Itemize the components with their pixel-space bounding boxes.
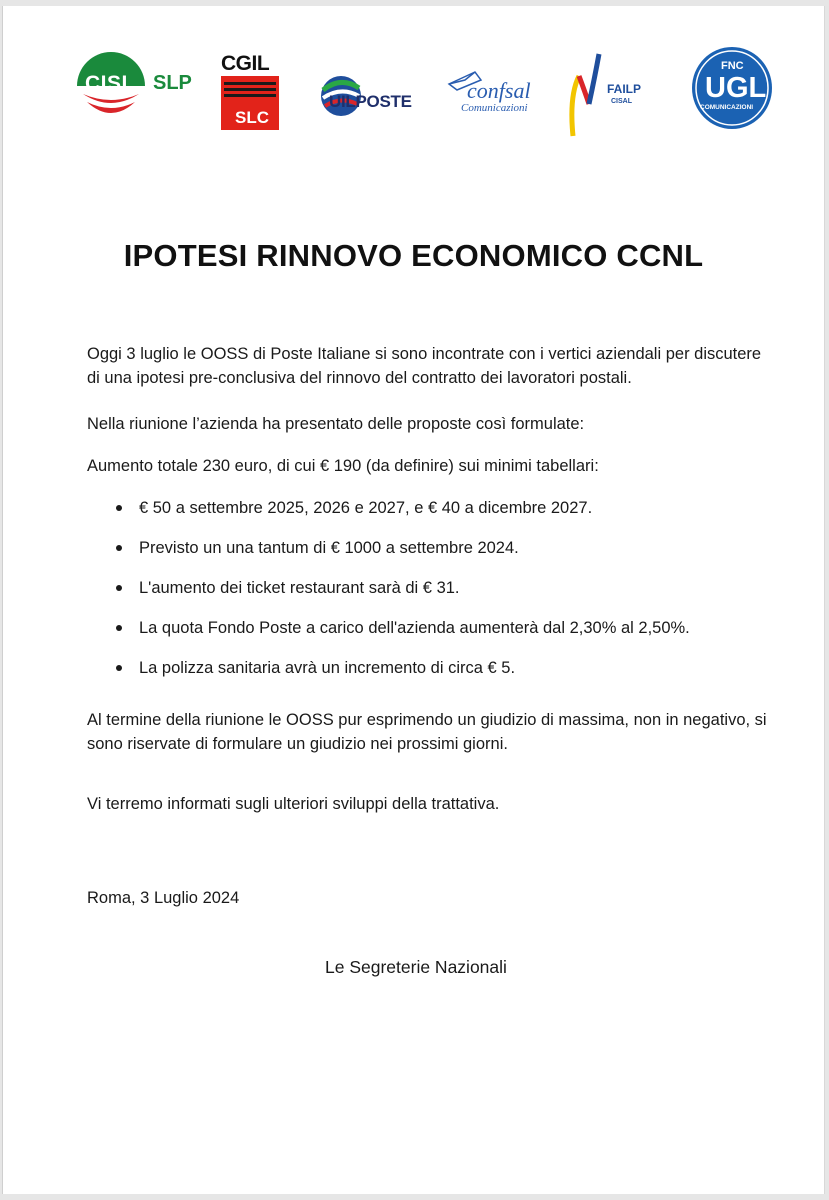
conclusion-paragraph: Al termine della riunione le OOSS pur esprimendo un giudizio di massima, non in negativo, si sono riservate di formulare un giudizio nei prossimi giorni. <box>87 711 767 753</box>
list-item-text: L'aumento dei ticket restaurant sarà di € 31. <box>139 579 460 597</box>
cisl-label: CISL <box>85 72 135 95</box>
followup-paragraph: Vi terremo informati sugli ulteriori sviluppi della trattativa. <box>87 795 500 813</box>
uilposte-logo <box>319 68 429 126</box>
fnc-label: FNC <box>721 60 744 72</box>
slc-label: SLC <box>235 108 269 127</box>
union-logos-row <box>3 6 824 146</box>
increase-summary: Aumento totale 230 euro, di cui € 190 (da definire) sui minimi tabellari: <box>87 457 599 475</box>
intro-paragraph: Oggi 3 luglio le OOSS di Poste Italiane si sono incontrate con i vertici aziendali per discutere di una ipotesi pre-conclusiva del rinnovo del contratto dei lavoratori postali. <box>87 345 762 387</box>
cisl-slp-logo <box>73 50 203 122</box>
bullet-icon <box>116 545 122 551</box>
cgil-label: CGIL <box>221 52 270 75</box>
failp-label: FAILP <box>607 82 642 96</box>
list-item-text: La polizza sanitaria avrà un incremento di circa € 5. <box>139 659 516 677</box>
list-item <box>87 616 787 656</box>
bullet-icon <box>116 625 122 631</box>
page-title: IPOTESI RINNOVO ECONOMICO CCNL <box>123 238 704 273</box>
bullet-icon <box>116 585 122 591</box>
list-item-text: € 50 a settembre 2025, 2026 e 2027, e € 40 a dicembre 2027. <box>139 499 593 517</box>
comunicazioni-label: Comunicazioni <box>461 102 528 114</box>
list-item <box>87 656 787 696</box>
proposals-intro: Nella riunione l’azienda ha presentato delle proposte così formulate: <box>87 415 585 433</box>
bullet-icon <box>116 665 122 671</box>
list-item-text: Previsto un una tantum di € 1000 a settembre 2024. <box>139 539 519 557</box>
cisal-label: CISAL <box>611 98 632 105</box>
list-item-text: La quota Fondo Poste a carico dell'azienda aumenterà dal 2,30% al 2,50%. <box>139 619 690 637</box>
signature: Le Segreterie Nazionali <box>325 957 507 977</box>
confsal-label: confsal <box>467 78 531 103</box>
failp-cisal-logo <box>565 46 645 138</box>
fnc-ugl-logo <box>691 46 773 130</box>
place-date: Roma, 3 Luglio 2024 <box>87 889 240 907</box>
document-page <box>2 6 825 1194</box>
list-item <box>87 536 787 576</box>
failp-ribbon-icon <box>565 46 605 138</box>
slp-label: SLP <box>153 72 192 94</box>
confsal-logo <box>447 70 551 120</box>
uilposte-label: UILPOSTE <box>329 92 412 111</box>
list-item <box>87 496 787 536</box>
ugl-label: UGL <box>705 72 767 104</box>
comunicazioni-ugl-label: COMUNICAZIONI <box>700 104 754 111</box>
proposals-list <box>87 496 787 696</box>
bullet-icon <box>116 505 122 511</box>
cgil-slc-logo <box>221 52 281 132</box>
list-item <box>87 576 787 616</box>
